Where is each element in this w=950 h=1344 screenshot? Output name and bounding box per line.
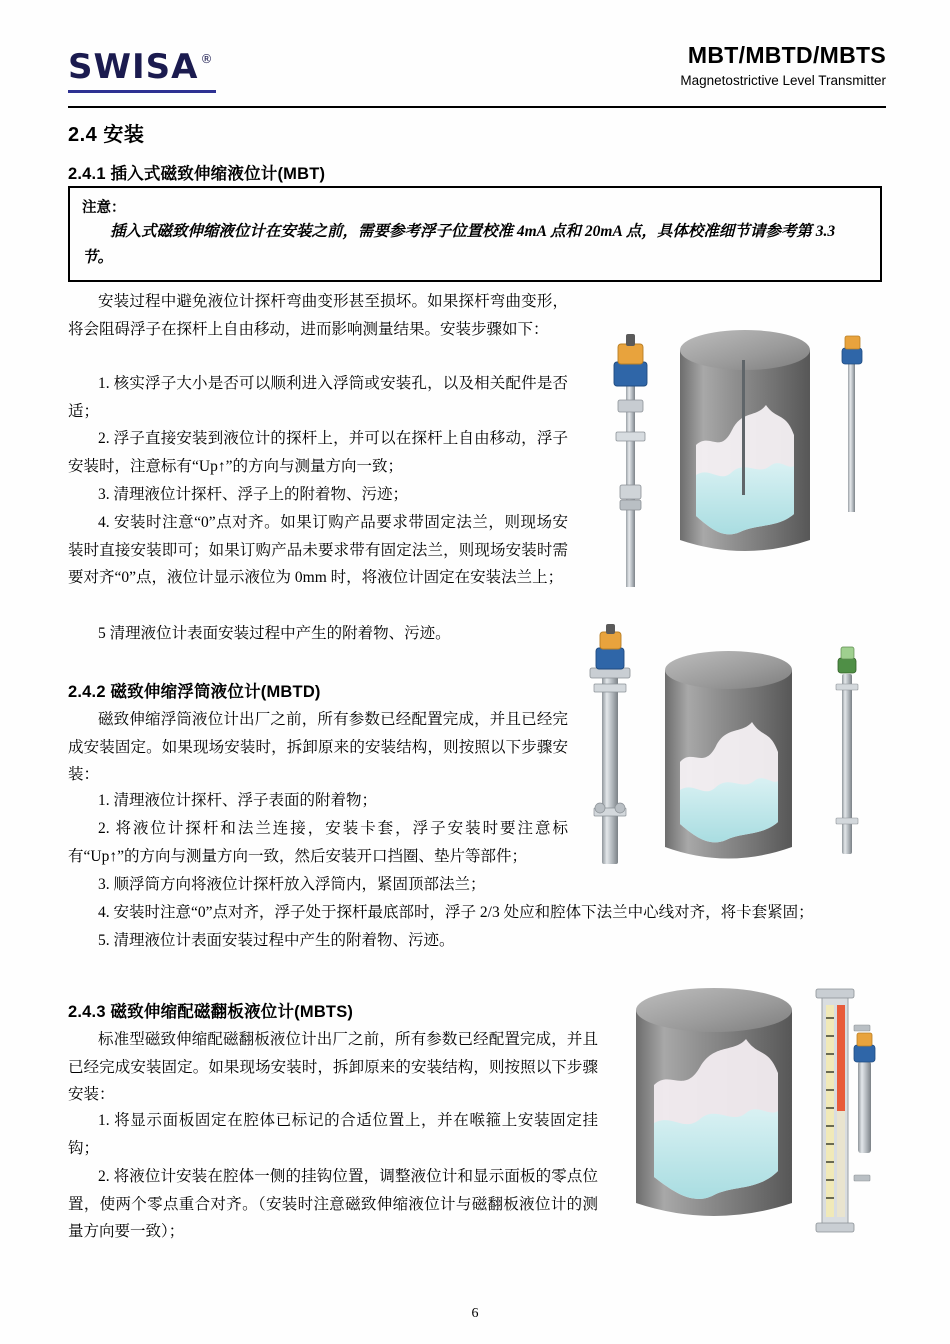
chamber-flange-top — [594, 684, 626, 692]
flap-level-red — [837, 1005, 845, 1111]
transmitter-cap — [857, 1033, 872, 1046]
mbtd-step-5: 5. 清理液位计表面安装过程中产生的附着物、污迹。 — [98, 932, 455, 949]
secondary-probe-rod — [848, 362, 855, 512]
mbt-step-1: 1. 核实浮子大小是否可以顺利进入浮筒或安装孔，以及相关配件是否适； — [68, 375, 568, 420]
probe-rod — [626, 362, 635, 587]
gauge-cap — [841, 647, 854, 659]
transmitter-housing — [614, 362, 647, 386]
transmitter-housing — [596, 648, 624, 669]
gauge-flange-bottom — [836, 818, 858, 824]
mbts-paragraph-1: 标准型磁致伸缩配磁翻板液位计出厂之前，所有参数已经配置完成，并且已经完成安装固定。如果现场安装时，拆卸原来的安装结构，则按照以下步骤安装： — [68, 1031, 598, 1104]
transmitter-cap — [618, 344, 643, 364]
tank-top — [665, 651, 792, 689]
mbts-probe-tube — [858, 1061, 871, 1153]
side-gauge-column — [842, 674, 852, 854]
mbtd-paragraph-1: 磁致伸缩浮筒液位计出厂之前，所有参数已经配置完成，并且已经完成安装固定。如果现场安装时，拆卸原来的安装结构，则按照以下步骤安装： — [68, 711, 568, 784]
panel-bracket-upper — [854, 1025, 870, 1031]
transmitter-cap — [600, 632, 621, 649]
figure-mbt-svg — [570, 300, 890, 600]
transmitter-housing — [854, 1045, 875, 1062]
section-heading-2-4-3: 2.4.3 磁致伸缩配磁翻板液位计(MBTS) — [68, 1003, 354, 1021]
mbtd-step-4: 4. 安装时注意“0”点对齐，浮子处于探杆最底部时，浮子 2/3 处应和腔体下法兰中心线对齐，将卡套紧固； — [98, 904, 814, 921]
mbt-step-2: 2. 浮子直接安装到液位计的探杆上，并可以在探杆上自由移动，浮子安装时，注意标有“Up↑”的方向与测量方向一致； — [68, 430, 568, 475]
registered-mark-icon: ® — [200, 52, 213, 66]
figure-mbt-installation — [570, 300, 890, 600]
note-label: 注意： — [82, 200, 126, 216]
page-header — [68, 42, 886, 106]
brand-logo — [68, 47, 213, 87]
flap-level-white — [837, 1111, 845, 1217]
section-heading-2-4-2: 2.4.2 磁致伸缩浮筒液位计(MBTD) — [68, 683, 321, 701]
page-number: 6 — [471, 1306, 479, 1321]
float-lower — [620, 500, 641, 510]
note-box — [68, 186, 882, 282]
chamber-top-flange — [590, 668, 630, 678]
mbts-step-2: 2. 将液位计安装在腔体一侧的挂钩位置，调整液位计和显示面板的零点位置，使两个零点重合对齐。（安装时注意磁致伸缩液位计与磁翻板液位计的测量方向要一致）； — [68, 1168, 598, 1241]
gauge-flange-top — [836, 684, 858, 690]
mbts-step-1: 1. 将显示面板固定在腔体已标记的合适位置上，并在喉箍上安装固定挂钩； — [68, 1112, 598, 1157]
product-subtitle: Magnetostrictive Level Transmitter — [680, 73, 886, 88]
note-text: 插入式磁致伸缩液位计在安装之前，需要参考浮子位置校准 4mA 点和 20mA 点，具体校准细节请参考第 3.3 节。 — [82, 223, 836, 266]
logo-text: SWISA — [68, 47, 199, 87]
panel-flange-top — [816, 989, 854, 998]
panel-flange-bottom — [816, 1223, 854, 1232]
section-heading-2-4: 2.4 安装 — [68, 124, 145, 146]
chamber-port-right — [615, 803, 625, 813]
chamber-port-left — [595, 803, 605, 813]
secondary-housing — [842, 348, 862, 364]
float-upper — [620, 485, 641, 499]
figure-mbts-svg — [596, 965, 896, 1255]
mbtd-step-2: 2. 将液位计探杆和法兰连接，安装卡套，浮子安装时要注意标有“Up↑”的方向与测量方向一致，然后安装开口挡圈、垫片等部件； — [68, 820, 568, 865]
mbt-step-3: 3. 清理液位计探杆、浮子上的附着物、污迹； — [98, 486, 409, 503]
cable-gland — [606, 624, 615, 634]
mbt-step-5: 5 清理液位计表面安装过程中产生的附着物、污迹。 — [98, 625, 451, 642]
process-connection — [618, 400, 643, 412]
cable-gland — [626, 334, 635, 346]
mbtd-step-3: 3. 顺浮筒方向将液位计探杆放入浮筒内，紧固顶部法兰； — [98, 876, 486, 893]
float-chamber — [602, 674, 618, 864]
figure-mbts-installation — [596, 965, 896, 1255]
secondary-cap — [845, 336, 860, 349]
figure-mbtd-svg — [570, 612, 890, 882]
product-title: MBT/MBTD/MBTS — [687, 42, 886, 68]
probe-rod-inner — [742, 360, 745, 495]
section-heading-2-4-1: 2.4.1 插入式磁致伸缩液位计(MBT) — [68, 165, 326, 183]
gauge-housing — [838, 658, 856, 673]
flange-collar — [616, 432, 645, 441]
panel-bracket-lower — [854, 1175, 870, 1181]
header-titles — [680, 42, 886, 88]
mbt-paragraph-1: 安装过程中避免液位计探杆弯曲变形甚至损坏。如果探杆弯曲变形，将会阻碍浮子在探杆上自由移动，进而影响测量结果。安装步骤如下： — [68, 293, 568, 338]
logo-underline — [68, 90, 216, 93]
figure-mbtd-installation — [570, 612, 890, 882]
header-divider — [68, 106, 886, 108]
mbt-step-4: 4. 安装时注意“0”点对齐。如果订购产品要求带固定法兰，则现场安装时直接安装即可；如果订购产品未要求带有固定法兰，则现场安装时需要对齐“0”点，液位计显示液位为 0mm 时，将液位计固定在安装法兰上； — [68, 514, 568, 587]
mbtd-step-1: 1. 清理液位计探杆、浮子表面的附着物； — [98, 792, 378, 809]
tank-top — [636, 988, 792, 1032]
